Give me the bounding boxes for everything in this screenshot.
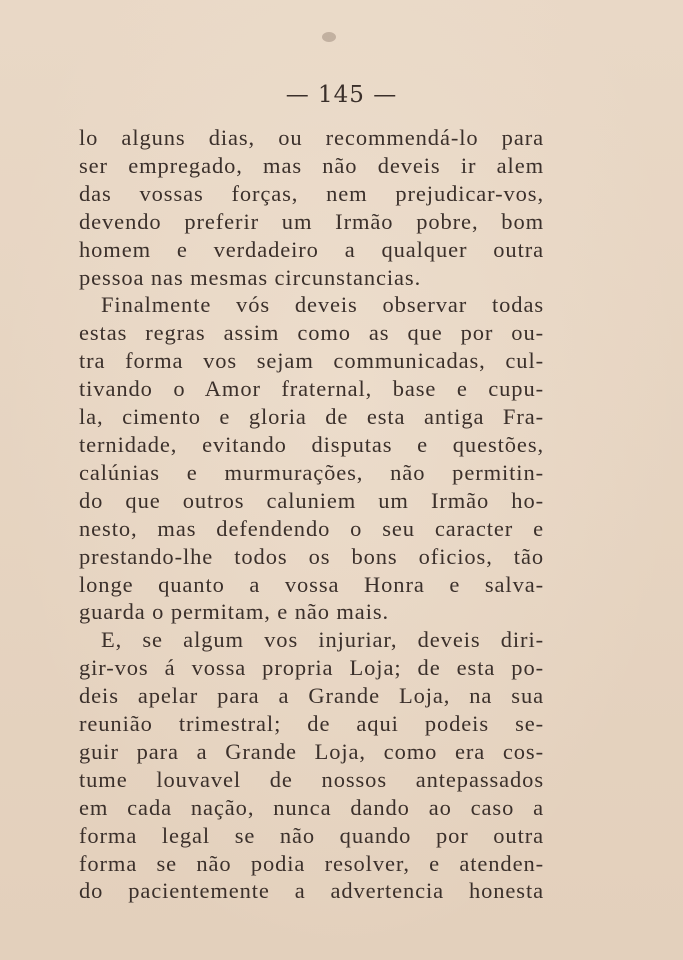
page-number: — 145 — <box>285 82 398 108</box>
text-line: guarda o permitam, e não mais. <box>79 599 390 625</box>
text-line: tra forma vos sejam communicadas, cul- <box>79 348 544 374</box>
text-line: guir para a Grande Loja, como era cos- <box>79 738 544 764</box>
text-line: Finalmente vós deveis observar todas <box>101 292 544 318</box>
text-line: ser empregado, mas não deveis ir alem <box>79 152 544 178</box>
text-line: estas regras assim como as que por ou- <box>79 320 544 346</box>
text-line: pessoa nas mesmas circunstancias. <box>79 264 422 290</box>
text-line: longe quanto a vossa Honra e salva- <box>79 571 544 597</box>
text-line: do pacientemente a advertencia honesta <box>79 878 544 904</box>
text-line: nesto, mas defendendo o seu caracter e <box>79 515 544 541</box>
text-line: devendo preferir um Irmão pobre, bom <box>79 208 544 234</box>
text-line: E, se algum vos injuriar, deveis diri- <box>101 627 544 653</box>
text-line: reunião trimestral; de aqui podeis se- <box>79 711 544 737</box>
text-line: prestando-lhe todos os bons oficios, tão <box>79 543 544 569</box>
text-line: das vossas forças, nem prejudicar-vos, <box>79 180 544 206</box>
text-line: ternidade, evitando disputas e questões, <box>79 431 544 457</box>
body-text <box>79 124 544 905</box>
ink-stain <box>322 32 336 42</box>
text-line: forma legal se não quando por outra <box>79 822 544 848</box>
text-line: em cada nação, nunca dando ao caso a <box>79 794 544 820</box>
text-line: homem e verdadeiro a qualquer outra <box>79 236 544 262</box>
text-line: calúnias e murmurações, não permitin- <box>79 459 544 485</box>
text-line: tume louvavel de nossos antepassados <box>79 766 544 792</box>
text-line: deis apelar para a Grande Loja, na sua <box>79 683 544 709</box>
text-line: la, cimento e gloria de esta antiga Fra- <box>79 404 544 430</box>
text-line: forma se não podia resolver, e atenden- <box>79 850 544 876</box>
text-line: gir-vos á vossa propria Loja; de esta po- <box>79 655 544 681</box>
text-line: do que outros caluniem um Irmão ho- <box>79 487 544 513</box>
text-line: tivando o Amor fraternal, base e cupu- <box>79 376 544 402</box>
text-line: lo alguns dias, ou recommendá-lo para <box>79 125 544 150</box>
